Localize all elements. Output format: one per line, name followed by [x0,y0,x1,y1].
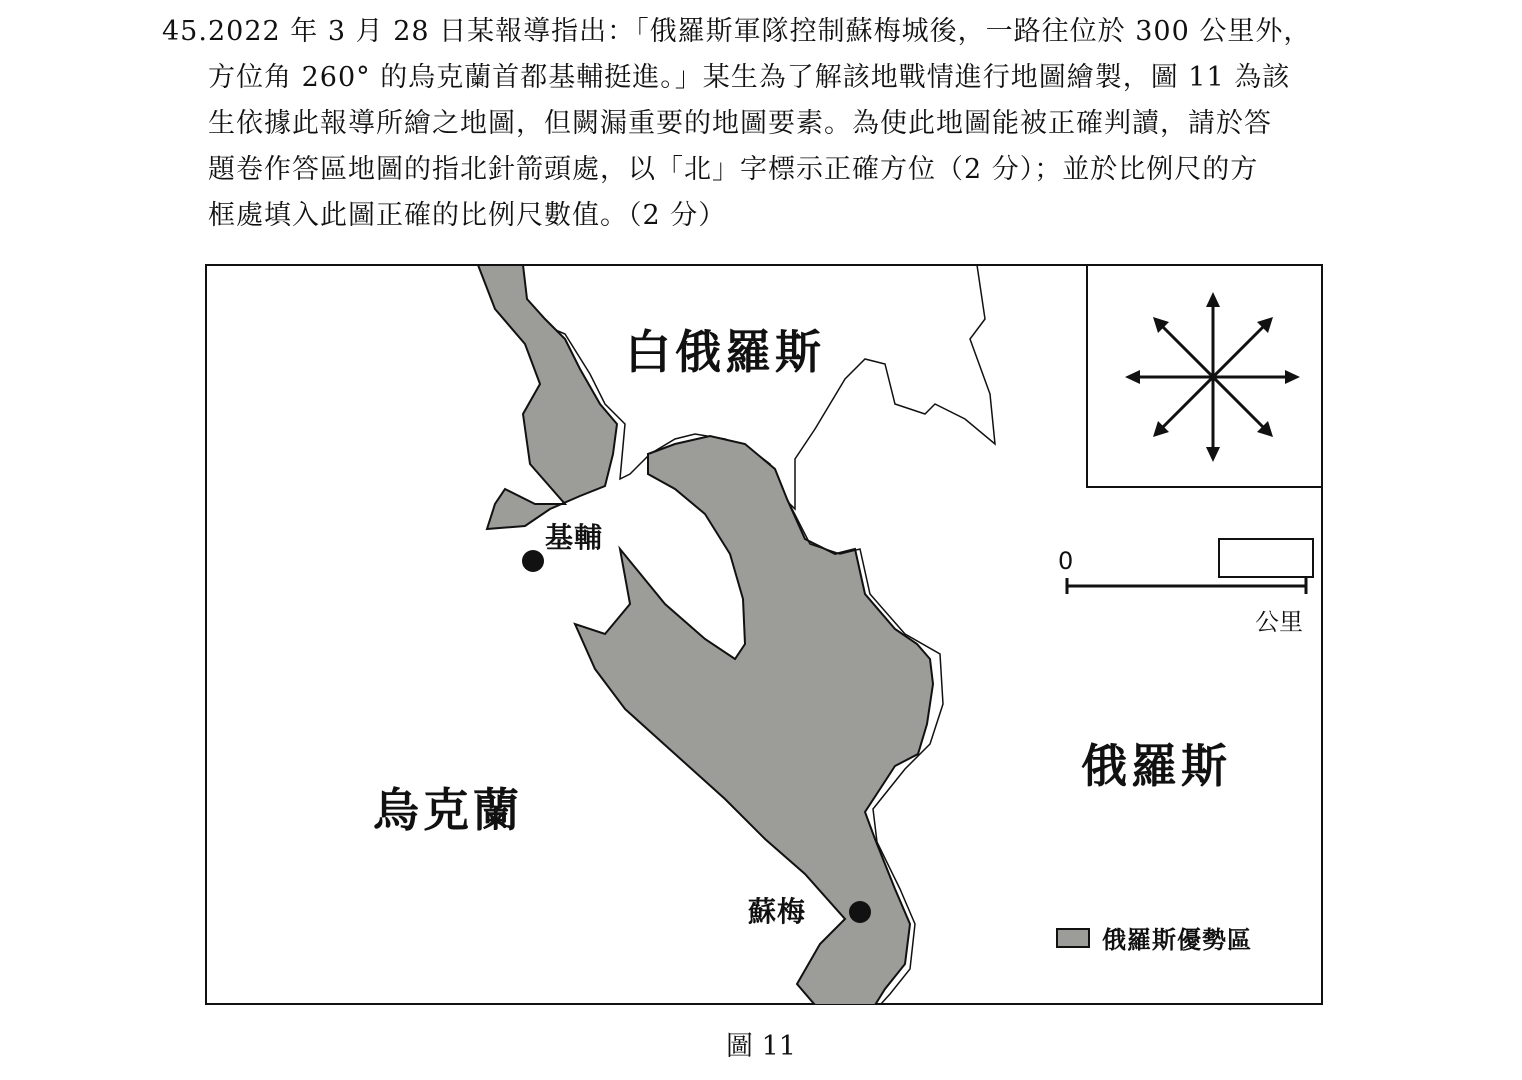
question-line-2: 方位角 260° 的烏克蘭首都基輔挺進。」某生為了解該地戰情進行地圖繪製，圖 11 為該 [208,62,1291,93]
question-number: 45. [162,16,208,47]
legend-swatch [1056,928,1090,948]
kyiv-marker [522,550,544,572]
scale-zero-label: 0 [1058,547,1074,575]
belarus-label: 白俄羅斯 [625,325,825,379]
map-figure [205,264,1323,1005]
question-line-1: 2022 年 3 月 28 日某報導指出：「俄羅斯軍隊控制蘇梅城後，一路往位於 300 公里外， [208,16,1312,47]
ukraine-label: 烏克蘭 [373,783,523,837]
russia-label: 俄羅斯 [1081,739,1231,793]
scale-unit-label: 公里 [1251,602,1307,637]
scale-value-box[interactable] [1218,538,1314,578]
question-line-4: 題卷作答區地圖的指北針箭頭處，以「北」字標示正確方位（2 分）；並於比例尺的方 [208,154,1259,185]
kyiv-label: 基輔 [545,521,604,554]
sumy-marker [849,901,871,923]
legend-label: 俄羅斯優勢區 [1102,926,1252,954]
question-line-5: 框處填入此圖正確的比例尺數值。（2 分） [208,200,727,231]
question-line-3: 生依據此報導所繪之地圖，但闕漏重要的地圖要素。為使此地圖能被正確判讀，請於答 [208,108,1272,139]
sumy-label: 蘇梅 [748,895,807,928]
legend [1056,920,1252,955]
figure-caption: 圖 11 [726,1031,796,1062]
